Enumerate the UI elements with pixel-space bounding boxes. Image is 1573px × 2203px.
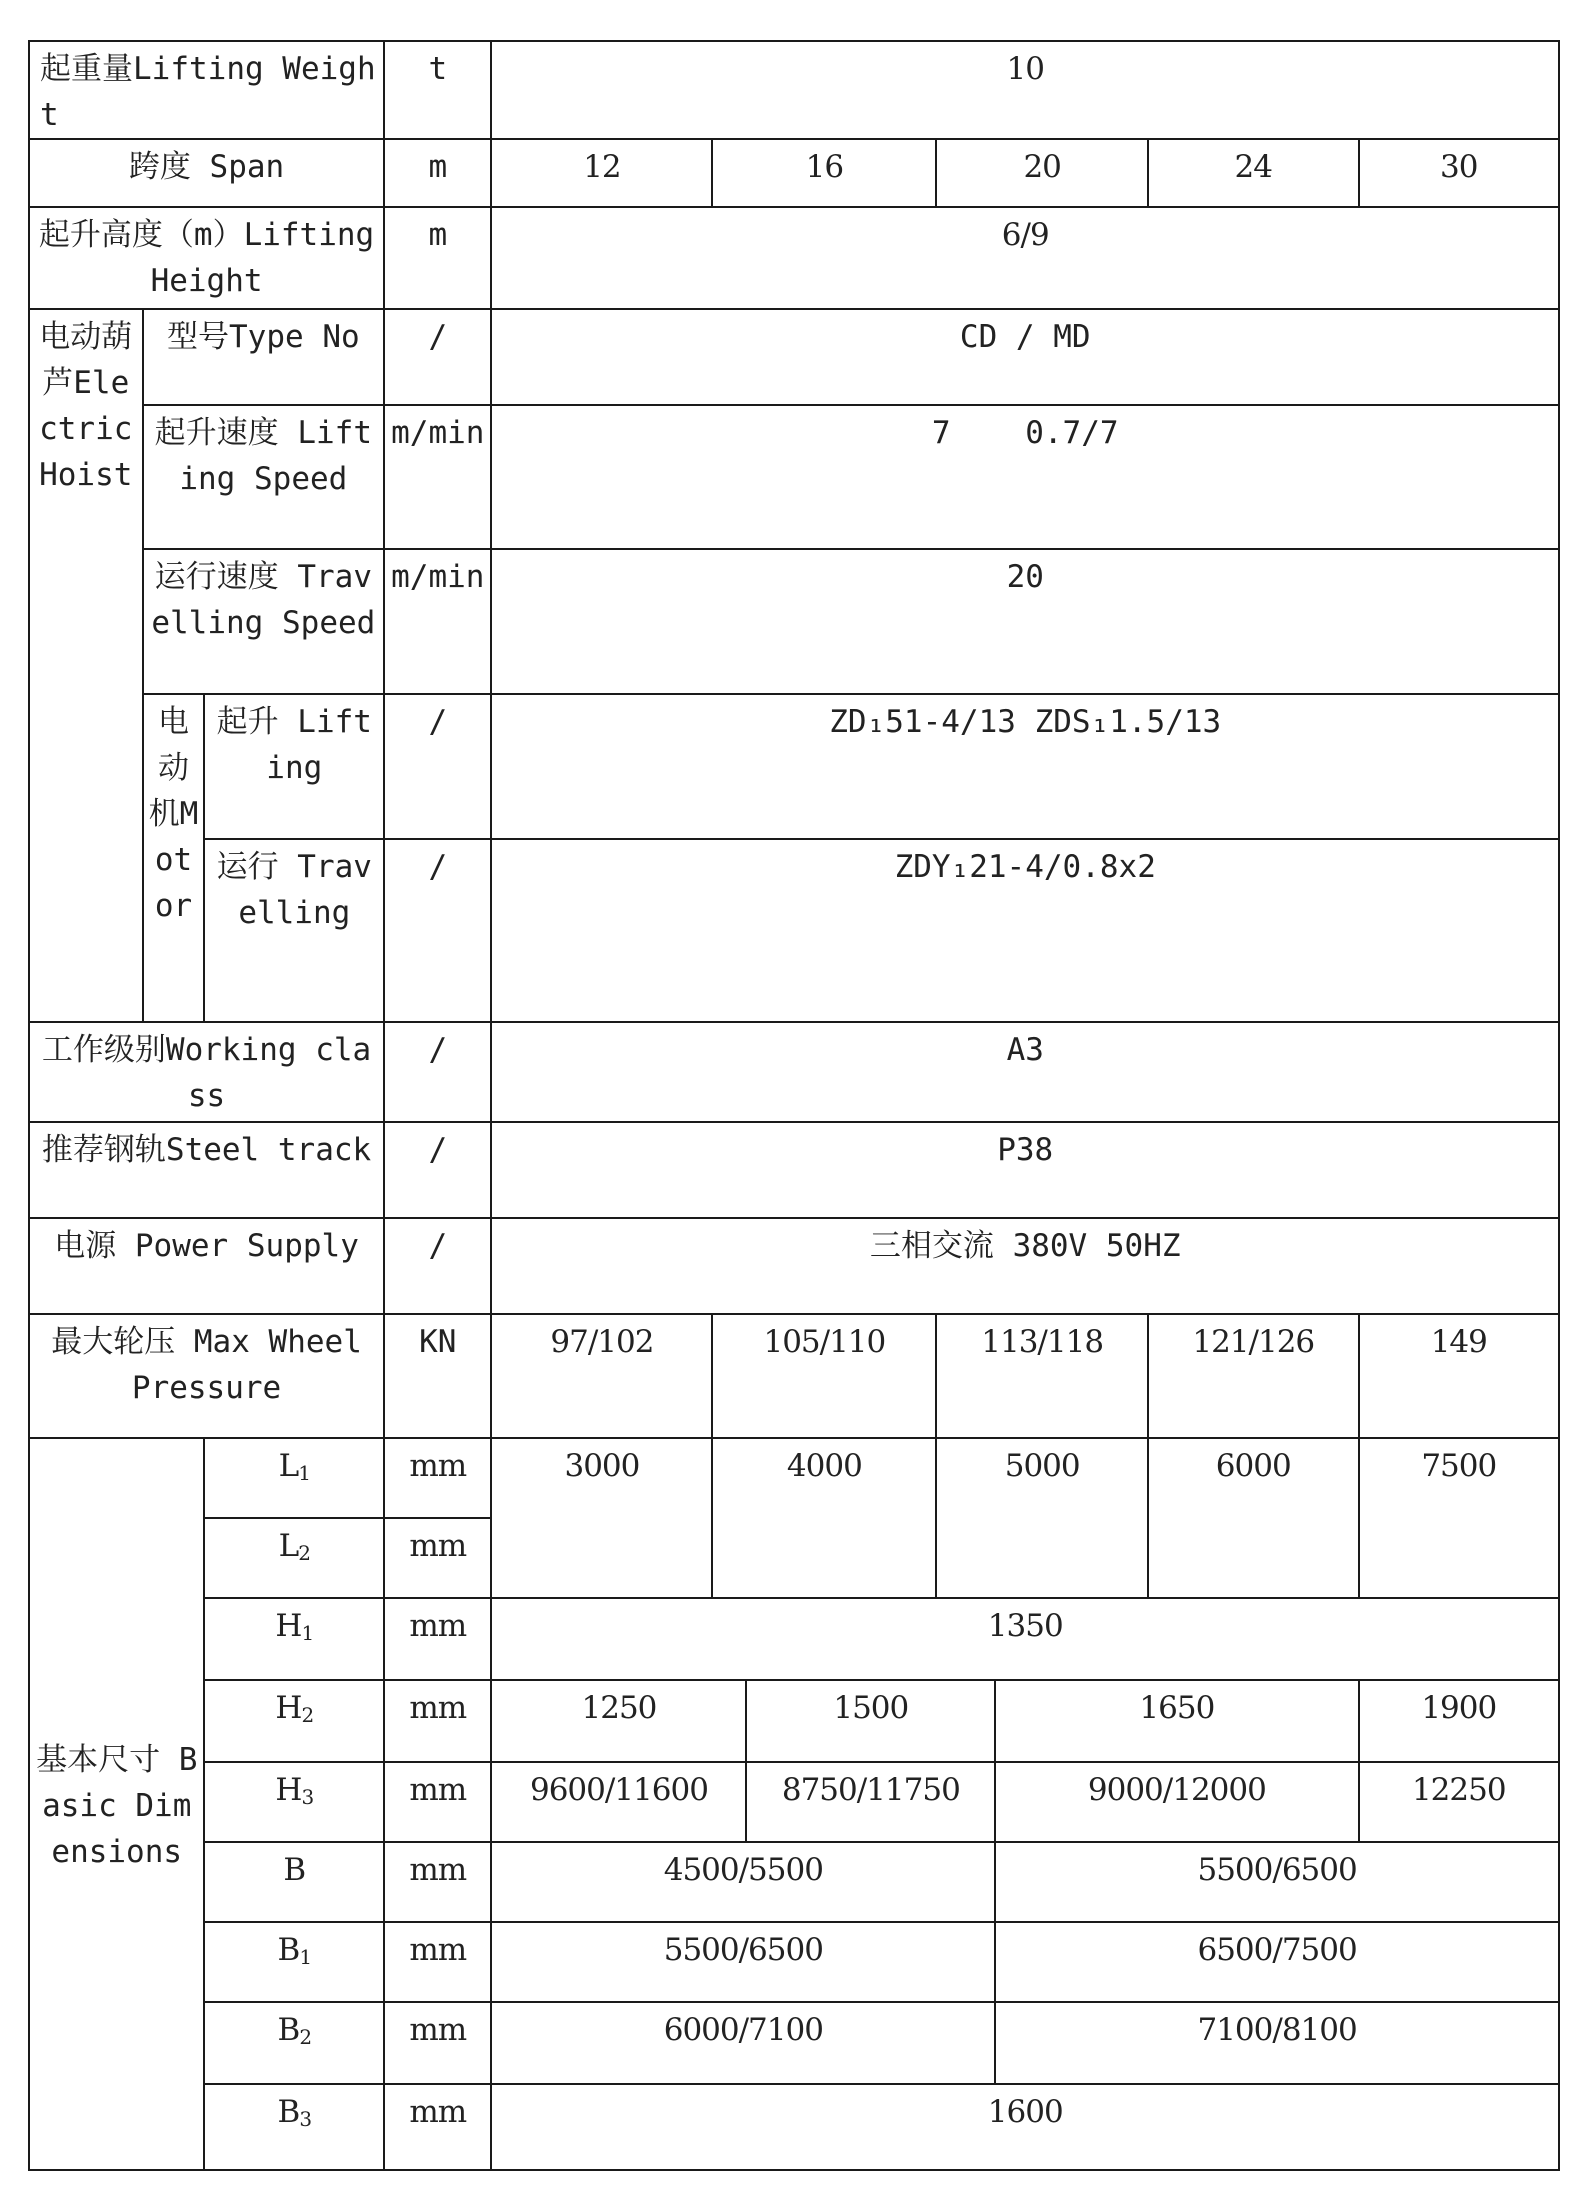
dim-name-h2: $H_2$ bbox=[204, 1680, 384, 1762]
h2-value: 1250 bbox=[491, 1680, 746, 1762]
dim-unit: mm bbox=[384, 1518, 491, 1598]
span-value: 20 bbox=[936, 139, 1148, 207]
l1-value: 5000 bbox=[936, 1438, 1148, 1598]
row-dim-l1 bbox=[29, 1438, 1559, 1518]
h3-value: 12250 bbox=[1359, 1762, 1559, 1842]
label-working-class: 工作级别Working class bbox=[29, 1022, 384, 1122]
label-motor: 电动机Motor bbox=[143, 694, 205, 1022]
unit-lifting-height: m bbox=[384, 207, 491, 309]
span-value: 24 bbox=[1148, 139, 1359, 207]
value-lifting-speed: 7 0.7/7 bbox=[491, 405, 1559, 549]
l1-value: 3000 bbox=[491, 1438, 712, 1598]
h3-value: 9000/12000 bbox=[995, 1762, 1358, 1842]
row-motor-lifting bbox=[29, 694, 1559, 839]
unit-lifting-speed: m/min bbox=[384, 405, 491, 549]
crane-spec-table bbox=[28, 40, 1560, 2171]
dim-unit: mm bbox=[384, 1438, 491, 1518]
row-dim-b bbox=[29, 1842, 1559, 1922]
unit-power-supply: / bbox=[384, 1218, 491, 1314]
l1-value: 7500 bbox=[1359, 1438, 1559, 1598]
dim-name-b1: $B_1$ bbox=[204, 1922, 384, 2002]
wheel-pressure-value: 113/118 bbox=[936, 1314, 1148, 1438]
unit-motor-lifting: / bbox=[384, 694, 491, 839]
b2-value: 6000/7100 bbox=[491, 2002, 995, 2084]
row-motor-travelling bbox=[29, 839, 1559, 1022]
row-travelling-speed bbox=[29, 549, 1559, 694]
l1-value: 4000 bbox=[712, 1438, 936, 1598]
dim-unit: mm bbox=[384, 2002, 491, 2084]
row-max-wheel-pressure bbox=[29, 1314, 1559, 1438]
b-value: 4500/5500 bbox=[491, 1842, 995, 1922]
row-type-no bbox=[29, 309, 1559, 405]
dim-name-l1: $L_1$ bbox=[204, 1438, 384, 1518]
unit-working-class: / bbox=[384, 1022, 491, 1122]
h3-value: 9600/11600 bbox=[491, 1762, 746, 1842]
span-value: 16 bbox=[712, 139, 936, 207]
value-motor-lifting: ZD₁51-4/13 ZDS₁1.5/13 bbox=[491, 694, 1559, 839]
unit-max-wheel-pressure: KN bbox=[384, 1314, 491, 1438]
row-dim-b2 bbox=[29, 2002, 1559, 2084]
b1-value: 6500/7500 bbox=[995, 1922, 1559, 2002]
unit-motor-travelling: / bbox=[384, 839, 491, 1022]
label-power-supply: 电源 Power Supply bbox=[29, 1218, 384, 1314]
b3-value: 1600 bbox=[491, 2084, 1559, 2170]
dim-name-l2: $L_2$ bbox=[204, 1518, 384, 1598]
dim-unit: mm bbox=[384, 2084, 491, 2170]
row-working-class bbox=[29, 1022, 1559, 1122]
dim-name-b2: $B_2$ bbox=[204, 2002, 384, 2084]
l1-value: 6000 bbox=[1148, 1438, 1359, 1598]
b1-value: 5500/6500 bbox=[491, 1922, 995, 2002]
h3-value: 8750/11750 bbox=[746, 1762, 995, 1842]
label-lifting-weight: 起重量Lifting Weight bbox=[29, 41, 384, 139]
row-dim-h1 bbox=[29, 1598, 1559, 1680]
dim-unit: mm bbox=[384, 1922, 491, 2002]
unit-span: m bbox=[384, 139, 491, 207]
unit-travelling-speed: m/min bbox=[384, 549, 491, 694]
row-dim-h3 bbox=[29, 1762, 1559, 1842]
row-dim-h2 bbox=[29, 1680, 1559, 1762]
span-value: 12 bbox=[491, 139, 712, 207]
value-steel-track: P38 bbox=[491, 1122, 1559, 1218]
label-electric-hoist: 电动葫芦Electric Hoist bbox=[29, 309, 143, 1022]
value-motor-travelling: ZDY₁21-4/0.8x2 bbox=[491, 839, 1559, 1022]
row-steel-track bbox=[29, 1122, 1559, 1218]
row-dim-b1 bbox=[29, 1922, 1559, 2002]
label-span: 跨度 Span bbox=[29, 139, 384, 207]
label-lifting-speed: 起升速度 Lifting Speed bbox=[143, 405, 385, 549]
row-dim-b3 bbox=[29, 2084, 1559, 2170]
dim-unit: mm bbox=[384, 1842, 491, 1922]
row-lifting-speed bbox=[29, 405, 1559, 549]
label-motor-lifting: 起升 Lifting bbox=[204, 694, 384, 839]
value-lifting-height: 6/9 bbox=[491, 207, 1559, 309]
dim-unit: mm bbox=[384, 1762, 491, 1842]
wheel-pressure-value: 149 bbox=[1359, 1314, 1559, 1438]
b-value: 5500/6500 bbox=[995, 1842, 1559, 1922]
row-lifting-weight bbox=[29, 41, 1559, 139]
value-working-class: A3 bbox=[491, 1022, 1559, 1122]
h2-value: 1900 bbox=[1359, 1680, 1559, 1762]
label-type-no: 型号Type No bbox=[143, 309, 385, 405]
h2-value: 1650 bbox=[995, 1680, 1358, 1762]
value-power-supply: 三相交流 380V 50HZ bbox=[491, 1218, 1559, 1314]
span-value: 30 bbox=[1359, 139, 1559, 207]
spec-table-wrapper bbox=[28, 40, 1560, 2171]
value-travelling-speed: 20 bbox=[491, 549, 1559, 694]
label-travelling-speed: 运行速度 Travelling Speed bbox=[143, 549, 385, 694]
dim-name-b3: $B_3$ bbox=[204, 2084, 384, 2170]
label-max-wheel-pressure: 最大轮压 Max Wheel Pressure bbox=[29, 1314, 384, 1438]
label-lifting-height: 起升高度（m）Lifting Height bbox=[29, 207, 384, 309]
dim-unit: mm bbox=[384, 1680, 491, 1762]
label-steel-track: 推荐钢轨Steel track bbox=[29, 1122, 384, 1218]
h1-value: 1350 bbox=[491, 1598, 1559, 1680]
dim-name-b: B bbox=[204, 1842, 384, 1922]
unit-steel-track: / bbox=[384, 1122, 491, 1218]
dim-name-h3: $H_3$ bbox=[204, 1762, 384, 1842]
unit-type-no: / bbox=[384, 309, 491, 405]
row-span bbox=[29, 139, 1559, 207]
label-basic-dimensions: 基本尺寸 Basic Dimensions bbox=[29, 1438, 204, 2170]
wheel-pressure-value: 105/110 bbox=[712, 1314, 936, 1438]
value-lifting-weight: 10 bbox=[491, 41, 1559, 139]
b2-value: 7100/8100 bbox=[995, 2002, 1559, 2084]
value-type-no: CD / MD bbox=[491, 309, 1559, 405]
dim-unit: mm bbox=[384, 1598, 491, 1680]
wheel-pressure-value: 97/102 bbox=[491, 1314, 712, 1438]
row-lifting-height bbox=[29, 207, 1559, 309]
unit-lifting-weight: t bbox=[384, 41, 491, 139]
row-power-supply bbox=[29, 1218, 1559, 1314]
h2-value: 1500 bbox=[746, 1680, 995, 1762]
dim-name-h1: $H_1$ bbox=[204, 1598, 384, 1680]
label-motor-travelling: 运行 Travelling bbox=[204, 839, 384, 1022]
wheel-pressure-value: 121/126 bbox=[1148, 1314, 1359, 1438]
